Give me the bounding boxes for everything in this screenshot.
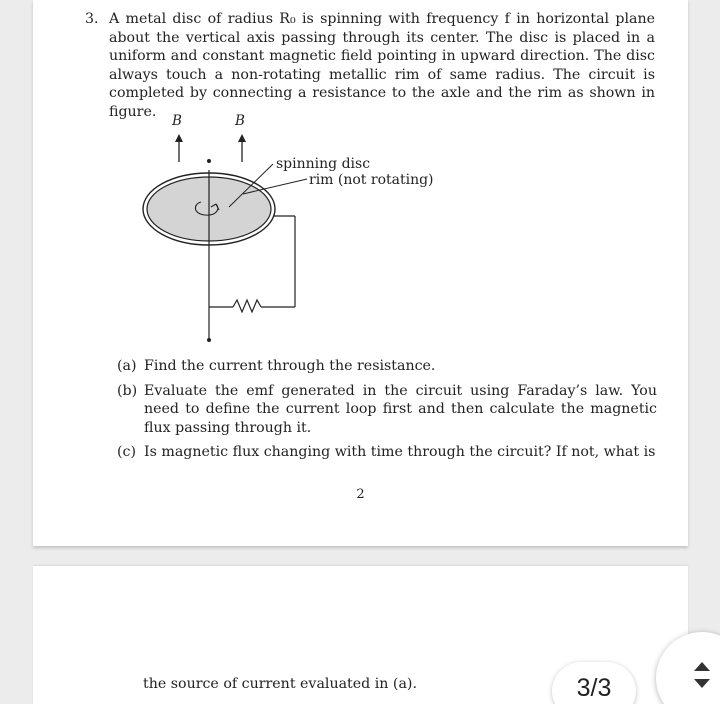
continuation-text: the source of current evaluated in (a). (143, 676, 417, 692)
field-arrow-left (175, 134, 183, 162)
problem-number: 3. (85, 11, 99, 27)
part-a (117, 357, 657, 376)
part-label: (a) (117, 358, 137, 374)
part-label: (c) (117, 444, 137, 461)
disc-circuit-diagram (103, 112, 433, 348)
page-number: 2 (356, 487, 365, 502)
problem-statement (85, 10, 655, 122)
field-arrow-right (238, 134, 246, 162)
part-label: (b) (117, 382, 138, 399)
label-rim: rim (not rotating) (309, 172, 434, 188)
field-label-right: B (235, 113, 245, 129)
question-parts (117, 357, 657, 468)
axle-top-point (207, 159, 211, 163)
scroll-up-icon (694, 662, 710, 671)
disc-figure (103, 112, 433, 348)
problem-text: A metal disc of radius R₀ is spinning with frequency f in horizontal plane about the vertical axis passing through its center. The disc is placed in a uniform and constant magnetic field pointing in upward direction. The disc always touch a non-rotating metallic rim of same radius. The circuit is completed by connecting a resistance to the axle and the rim as shown in figure. (109, 11, 655, 120)
part-text: Evaluate the emf generated in the circuit using Faraday’s law. You need to define the current loop first and then calculate the magnetic flux passing through it. (144, 382, 657, 436)
field-label-left: B (172, 113, 182, 129)
page-indicator: 3/3 (552, 662, 636, 704)
part-b (117, 382, 657, 438)
pdf-page-2 (33, 0, 688, 546)
part-text: Is magnetic flux changing with time through the circuit? If not, what is (144, 444, 656, 461)
label-spinning-disc: spinning disc (276, 156, 371, 172)
resistor (233, 300, 261, 312)
scroll-down-icon (694, 679, 710, 688)
part-text: Find the current through the resistance. (144, 358, 436, 374)
axle-bottom-point (207, 338, 211, 342)
part-c (117, 443, 657, 462)
